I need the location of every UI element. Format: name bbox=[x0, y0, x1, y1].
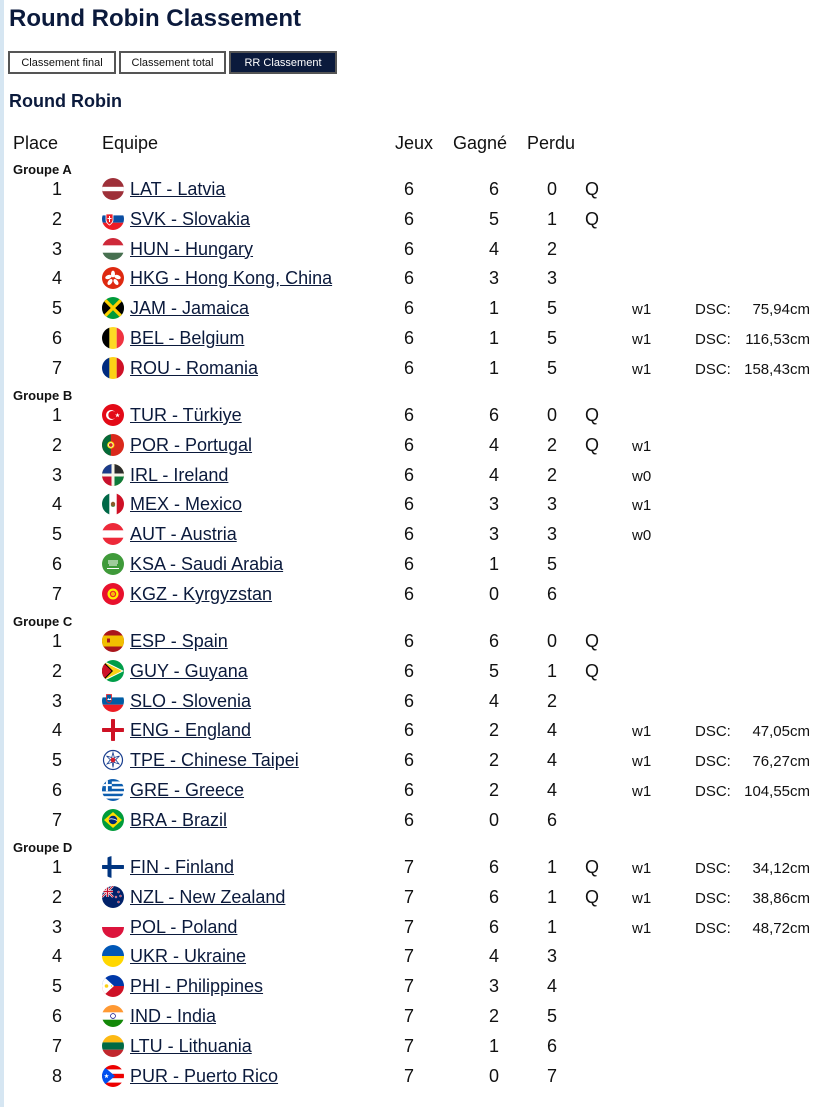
lost-cell: 1 bbox=[546, 916, 557, 937]
dsc-label: DSC: bbox=[695, 783, 731, 800]
lost-cell: 0 bbox=[546, 631, 557, 651]
won-cell: 6 bbox=[488, 179, 499, 199]
games-cell: 6 bbox=[403, 720, 414, 741]
games-cell: 6 bbox=[403, 631, 414, 651]
dsc-distance: 34,12cm bbox=[752, 860, 810, 877]
place-cell: 2 bbox=[51, 660, 62, 681]
team-link[interactable]: GUY - Guyana bbox=[130, 660, 248, 681]
flag-pol-icon bbox=[102, 916, 124, 938]
games-cell: 6 bbox=[403, 238, 414, 259]
qualified-badge: Q bbox=[585, 857, 600, 877]
dsc-distance: 104,55cm bbox=[744, 783, 810, 800]
flag-bra-icon bbox=[102, 809, 124, 831]
flag-tpe-icon bbox=[102, 749, 124, 771]
lost-cell: 3 bbox=[546, 268, 557, 289]
place-cell: 4 bbox=[51, 720, 62, 741]
win-marker: w1 bbox=[632, 301, 652, 319]
group-label: Groupe C bbox=[13, 614, 73, 629]
won-cell: 2 bbox=[488, 720, 499, 741]
lost-cell: 5 bbox=[546, 328, 557, 348]
flag-guy-icon bbox=[102, 660, 124, 682]
team-link[interactable]: KGZ - Kyrgyzstan bbox=[130, 583, 273, 604]
games-cell: 6 bbox=[403, 524, 414, 545]
win-marker: w0 bbox=[632, 467, 652, 485]
team-link[interactable]: IRL - Ireland bbox=[130, 464, 229, 485]
dsc-value bbox=[695, 325, 810, 355]
team-link[interactable]: GRE - Greece bbox=[130, 780, 245, 800]
lost-cell: 2 bbox=[546, 464, 557, 485]
won-cell: 4 bbox=[488, 946, 499, 967]
team-link[interactable]: TUR - Türkiye bbox=[130, 405, 242, 425]
section-title: Round Robin bbox=[9, 91, 122, 111]
table-row bbox=[0, 234, 825, 264]
table-row bbox=[0, 519, 825, 549]
lost-cell: 4 bbox=[546, 720, 557, 741]
table-row bbox=[0, 941, 825, 971]
table-row bbox=[0, 323, 825, 353]
games-cell: 6 bbox=[403, 434, 414, 455]
place-cell: 6 bbox=[51, 780, 62, 800]
won-cell: 6 bbox=[488, 886, 499, 907]
tab-bar bbox=[8, 51, 337, 74]
flag-nzl-icon bbox=[102, 886, 124, 908]
flag-ukr-icon bbox=[102, 945, 124, 967]
lost-cell: 4 bbox=[546, 780, 557, 800]
lost-cell: 0 bbox=[546, 179, 557, 199]
games-cell: 7 bbox=[403, 1035, 414, 1056]
table-row bbox=[0, 1031, 825, 1061]
win-marker: w1 bbox=[632, 331, 652, 348]
place-cell: 2 bbox=[51, 886, 62, 907]
dsc-distance: 116,53cm bbox=[745, 331, 810, 348]
won-cell: 4 bbox=[488, 464, 499, 485]
team-link[interactable]: HKG - Hong Kong, China bbox=[130, 268, 333, 289]
games-cell: 7 bbox=[403, 886, 414, 907]
team-link[interactable]: PHI - Philippines bbox=[130, 976, 264, 997]
flag-hkg-icon bbox=[102, 267, 124, 289]
dsc-value bbox=[695, 914, 810, 944]
won-cell: 5 bbox=[488, 208, 499, 229]
qualified-badge: Q bbox=[585, 434, 600, 455]
place-cell: 3 bbox=[51, 916, 62, 937]
win-marker: w1 bbox=[632, 497, 652, 515]
place-cell: 4 bbox=[51, 946, 62, 967]
table-row bbox=[0, 1061, 825, 1091]
table-row bbox=[0, 263, 825, 293]
won-cell: 6 bbox=[488, 631, 499, 651]
team-link[interactable]: BEL - Belgium bbox=[130, 328, 245, 348]
lost-cell: 0 bbox=[546, 405, 557, 425]
won-cell: 3 bbox=[488, 976, 499, 997]
place-cell: 4 bbox=[51, 268, 62, 289]
dsc-label: DSC: bbox=[695, 860, 731, 877]
team-link[interactable]: JAM - Jamaica bbox=[130, 298, 250, 319]
qualified-badge: Q bbox=[585, 208, 600, 229]
table-row bbox=[0, 656, 825, 686]
place-cell: 1 bbox=[51, 857, 62, 877]
table-row bbox=[0, 852, 825, 882]
won-cell: 1 bbox=[488, 298, 499, 319]
lost-cell: 4 bbox=[546, 976, 557, 997]
won-cell: 6 bbox=[488, 857, 499, 877]
table-row bbox=[0, 715, 825, 745]
games-cell: 6 bbox=[403, 583, 414, 604]
won-cell: 4 bbox=[488, 434, 499, 455]
flag-bel-icon bbox=[102, 327, 124, 349]
games-cell: 7 bbox=[403, 857, 414, 877]
flag-esp-icon bbox=[102, 630, 124, 652]
lost-cell: 5 bbox=[546, 298, 557, 319]
place-cell: 7 bbox=[51, 357, 62, 378]
games-cell: 7 bbox=[403, 976, 414, 997]
won-cell: 6 bbox=[488, 405, 499, 425]
team-link[interactable]: LTU - Lithuania bbox=[130, 1035, 252, 1056]
lost-cell: 2 bbox=[546, 690, 557, 711]
flag-eng-icon bbox=[102, 719, 124, 741]
dsc-label: DSC: bbox=[695, 889, 731, 907]
flag-jam-icon bbox=[102, 297, 124, 319]
table-row bbox=[0, 626, 825, 656]
flag-fin-icon bbox=[102, 856, 124, 878]
lost-cell: 3 bbox=[546, 946, 557, 967]
place-cell: 6 bbox=[51, 1006, 62, 1026]
lost-cell: 3 bbox=[546, 524, 557, 545]
group-label: Groupe D bbox=[13, 840, 73, 855]
games-cell: 6 bbox=[403, 357, 414, 378]
won-cell: 1 bbox=[488, 328, 499, 348]
lost-cell: 6 bbox=[546, 1035, 557, 1056]
dsc-label: DSC: bbox=[695, 301, 731, 319]
won-cell: 3 bbox=[488, 524, 499, 545]
games-cell: 6 bbox=[403, 690, 414, 711]
games-cell: 6 bbox=[403, 268, 414, 289]
table-row bbox=[0, 805, 825, 835]
won-cell: 1 bbox=[488, 554, 499, 574]
won-cell: 2 bbox=[488, 1006, 499, 1026]
won-cell: 2 bbox=[488, 750, 499, 771]
flag-gre-icon bbox=[102, 779, 124, 801]
lost-cell: 2 bbox=[546, 434, 557, 455]
win-marker: w1 bbox=[632, 860, 652, 877]
flag-por-icon bbox=[102, 434, 124, 456]
lost-cell: 6 bbox=[546, 583, 557, 604]
dsc-distance: 47,05cm bbox=[752, 723, 810, 741]
flag-rou-icon bbox=[102, 357, 124, 379]
lost-cell: 5 bbox=[546, 554, 557, 574]
flag-ksa-icon bbox=[102, 553, 124, 575]
dsc-label: DSC: bbox=[695, 360, 731, 378]
flag-tur-icon bbox=[102, 404, 124, 426]
team-link[interactable]: HUN - Hungary bbox=[130, 238, 254, 259]
win-marker: w1 bbox=[632, 783, 652, 800]
won-cell: 3 bbox=[488, 268, 499, 289]
win-marker: w1 bbox=[632, 360, 652, 378]
games-cell: 6 bbox=[403, 660, 414, 681]
win-marker: w0 bbox=[632, 527, 652, 545]
place-cell: 7 bbox=[51, 809, 62, 830]
place-cell: 5 bbox=[51, 976, 62, 997]
team-link[interactable]: KSA - Saudi Arabia bbox=[130, 554, 284, 574]
dsc-value bbox=[695, 295, 810, 325]
lost-cell: 4 bbox=[546, 750, 557, 771]
games-cell: 6 bbox=[403, 179, 414, 199]
won-cell: 3 bbox=[488, 494, 499, 515]
lost-cell: 5 bbox=[546, 1006, 557, 1026]
games-cell: 6 bbox=[403, 554, 414, 574]
team-link[interactable]: SVK - Slovakia bbox=[130, 208, 251, 229]
table-row bbox=[0, 460, 825, 490]
team-link[interactable]: ESP - Spain bbox=[130, 631, 228, 651]
dsc-value bbox=[695, 717, 810, 747]
table-row bbox=[0, 204, 825, 234]
place-cell: 3 bbox=[51, 464, 62, 485]
games-cell: 7 bbox=[403, 916, 414, 937]
place-cell: 1 bbox=[51, 405, 62, 425]
dsc-distance: 75,94cm bbox=[752, 301, 810, 319]
games-cell: 6 bbox=[403, 328, 414, 348]
flag-pur-icon bbox=[102, 1065, 124, 1087]
table-row bbox=[0, 579, 825, 609]
won-cell: 0 bbox=[488, 583, 499, 604]
dsc-label: DSC: bbox=[695, 331, 731, 348]
won-cell: 2 bbox=[488, 780, 499, 800]
table-row bbox=[0, 745, 825, 775]
games-cell: 6 bbox=[403, 809, 414, 830]
won-cell: 4 bbox=[488, 238, 499, 259]
table-row bbox=[0, 400, 825, 430]
table-row bbox=[0, 549, 825, 579]
win-marker: w1 bbox=[632, 723, 652, 741]
win-marker: w1 bbox=[632, 753, 652, 771]
team-link[interactable]: POR - Portugal bbox=[130, 434, 253, 455]
lost-cell: 5 bbox=[546, 357, 557, 378]
place-cell: 2 bbox=[51, 208, 62, 229]
qualified-badge: Q bbox=[585, 886, 600, 907]
flag-svk-icon bbox=[102, 208, 124, 230]
lost-cell: 1 bbox=[546, 660, 557, 681]
lost-cell: 2 bbox=[546, 238, 557, 259]
place-cell: 1 bbox=[51, 631, 62, 651]
lost-cell: 7 bbox=[546, 1065, 557, 1086]
table-row bbox=[0, 1001, 825, 1031]
flag-aut-icon bbox=[102, 523, 124, 545]
header-won: Gagné bbox=[453, 133, 508, 153]
games-cell: 7 bbox=[403, 1006, 414, 1026]
qualified-badge: Q bbox=[585, 631, 600, 651]
games-cell: 6 bbox=[403, 405, 414, 425]
team-link[interactable]: IND - India bbox=[130, 1006, 217, 1026]
won-cell: 0 bbox=[488, 1065, 499, 1086]
table-row bbox=[0, 882, 825, 912]
team-link[interactable]: TPE - Chinese Taipei bbox=[130, 750, 299, 771]
table-row bbox=[0, 293, 825, 323]
place-cell: 5 bbox=[51, 298, 62, 319]
group-label: Groupe B bbox=[13, 388, 73, 403]
place-cell: 7 bbox=[51, 1035, 62, 1056]
team-link[interactable]: MEX - Mexico bbox=[130, 494, 243, 515]
dsc-distance: 158,43cm bbox=[744, 360, 810, 378]
place-cell: 5 bbox=[51, 524, 62, 545]
flag-lat-icon bbox=[102, 178, 124, 200]
lost-cell: 3 bbox=[546, 494, 557, 515]
table-row bbox=[0, 353, 825, 383]
place-cell: 6 bbox=[51, 328, 62, 348]
header-place: Place bbox=[13, 133, 59, 153]
flag-irl-icon bbox=[102, 464, 124, 486]
table-row bbox=[0, 971, 825, 1001]
win-marker: w1 bbox=[632, 889, 652, 907]
win-marker: w1 bbox=[632, 919, 652, 937]
tab-classement-total[interactable]: Classement total bbox=[119, 51, 226, 74]
flag-slo-icon bbox=[102, 690, 124, 712]
dsc-value bbox=[695, 777, 810, 807]
win-marker: w1 bbox=[632, 437, 652, 455]
won-cell: 1 bbox=[488, 357, 499, 378]
flag-mex-icon bbox=[102, 493, 124, 515]
dsc-value bbox=[695, 884, 810, 914]
place-cell: 6 bbox=[51, 554, 62, 574]
lost-cell: 6 bbox=[546, 809, 557, 830]
flag-phi-icon bbox=[102, 975, 124, 997]
place-cell: 2 bbox=[51, 434, 62, 455]
flag-kgz-icon bbox=[102, 583, 124, 605]
dsc-distance: 76,27cm bbox=[752, 753, 810, 771]
flag-ind-icon bbox=[102, 1005, 124, 1027]
qualified-badge: Q bbox=[585, 405, 600, 425]
header-team: Equipe bbox=[102, 133, 159, 153]
place-cell: 4 bbox=[51, 494, 62, 515]
games-cell: 6 bbox=[403, 780, 414, 800]
flag-ltu-icon bbox=[102, 1035, 124, 1057]
dsc-value bbox=[695, 854, 810, 884]
table-row bbox=[0, 686, 825, 716]
won-cell: 6 bbox=[488, 916, 499, 937]
table-row bbox=[0, 489, 825, 519]
games-cell: 6 bbox=[403, 750, 414, 771]
group-label: Groupe A bbox=[13, 162, 72, 177]
games-cell: 7 bbox=[403, 1065, 414, 1086]
place-cell: 3 bbox=[51, 238, 62, 259]
qualified-badge: Q bbox=[585, 660, 600, 681]
header-lost: Perdu bbox=[527, 133, 576, 153]
place-cell: 1 bbox=[51, 179, 62, 199]
games-cell: 7 bbox=[403, 946, 414, 967]
games-cell: 6 bbox=[403, 208, 414, 229]
team-link[interactable]: BRA - Brazil bbox=[130, 809, 228, 830]
dsc-distance: 38,86cm bbox=[752, 889, 810, 907]
dsc-label: DSC: bbox=[695, 753, 731, 771]
flag-hun-icon bbox=[102, 238, 124, 260]
team-link[interactable]: PUR - Puerto Rico bbox=[130, 1065, 279, 1086]
lost-cell: 1 bbox=[546, 886, 557, 907]
team-link[interactable]: ENG - England bbox=[130, 720, 252, 741]
tab-rr-classement[interactable]: RR Classement bbox=[229, 51, 337, 74]
tab-classement-final[interactable]: Classement final bbox=[8, 51, 116, 74]
table-row bbox=[0, 430, 825, 460]
team-link[interactable]: NZL - New Zealand bbox=[130, 886, 286, 907]
qualified-badge: Q bbox=[585, 179, 600, 199]
team-link[interactable]: ROU - Romania bbox=[130, 357, 259, 378]
dsc-label: DSC: bbox=[695, 919, 731, 937]
games-cell: 6 bbox=[403, 494, 414, 515]
lost-cell: 1 bbox=[546, 208, 557, 229]
games-cell: 6 bbox=[403, 464, 414, 485]
dsc-label: DSC: bbox=[695, 723, 731, 741]
team-link[interactable]: LAT - Latvia bbox=[130, 179, 226, 199]
won-cell: 4 bbox=[488, 690, 499, 711]
won-cell: 1 bbox=[488, 1035, 499, 1056]
team-link[interactable]: SLO - Slovenia bbox=[130, 690, 252, 711]
page-title: Round Robin Classement bbox=[9, 5, 302, 32]
table-row bbox=[0, 912, 825, 942]
table-row bbox=[0, 775, 825, 805]
dsc-value bbox=[695, 747, 810, 777]
dsc-distance: 48,72cm bbox=[752, 919, 810, 937]
place-cell: 3 bbox=[51, 690, 62, 711]
won-cell: 0 bbox=[488, 809, 499, 830]
place-cell: 5 bbox=[51, 750, 62, 771]
table-row bbox=[0, 174, 825, 204]
dsc-value bbox=[695, 355, 810, 385]
header-games: Jeux bbox=[395, 133, 434, 153]
lost-cell: 1 bbox=[546, 857, 557, 877]
won-cell: 5 bbox=[488, 660, 499, 681]
place-cell: 8 bbox=[51, 1065, 62, 1086]
place-cell: 7 bbox=[51, 583, 62, 604]
team-link[interactable]: FIN - Finland bbox=[130, 857, 235, 877]
games-cell: 6 bbox=[403, 298, 414, 319]
team-link[interactable]: AUT - Austria bbox=[130, 524, 237, 545]
team-link[interactable]: UKR - Ukraine bbox=[130, 946, 247, 967]
team-link[interactable]: POL - Poland bbox=[130, 916, 238, 937]
